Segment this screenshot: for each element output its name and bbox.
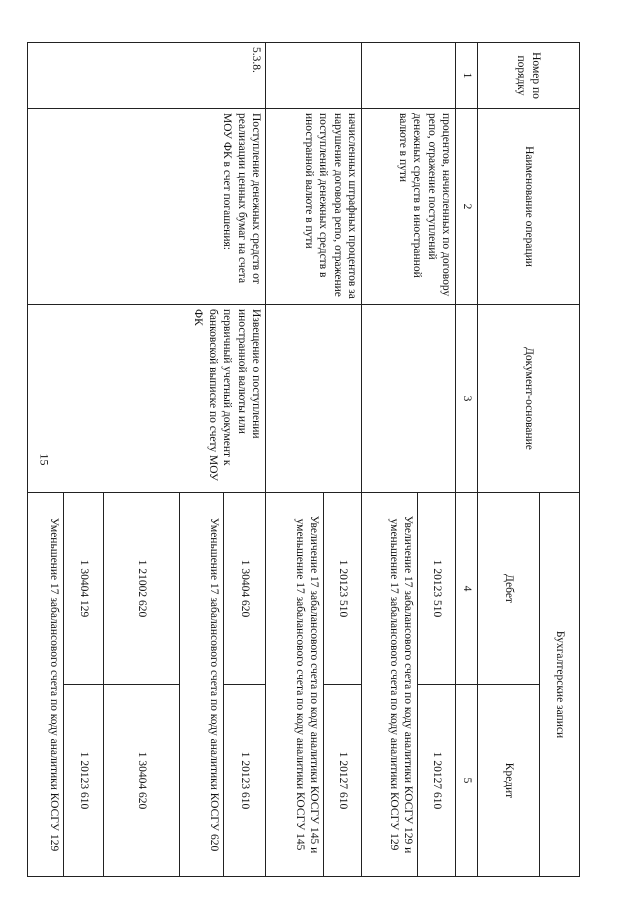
- row3-number: 5.3.8.: [28, 43, 266, 109]
- page-number: 15: [37, 453, 52, 466]
- row2-note: Увеличение 17 забалансового счета по коду аналитики КОСГУ 145 и уменьшение 17 забалансового счета по коду аналитики КОСГУ 145: [266, 493, 324, 877]
- col-number-3: 3: [456, 305, 478, 493]
- row3-debit-3: 1 30404 129: [64, 493, 104, 685]
- row1-credit: 1 20127 610: [418, 685, 456, 877]
- header-number: Номер по порядку: [478, 43, 580, 109]
- header-accounting-entries: Бухгалтерские записи: [540, 493, 580, 877]
- header-debit: Дебет: [478, 493, 540, 685]
- row1-operation-name: процентов, начисленных по договору репо, отражение поступлений денежных средств в иностранной валюте в пути: [362, 109, 456, 305]
- header-document: Документ-основание: [478, 305, 580, 493]
- row3-credit-1: 1 20123 610: [224, 685, 266, 877]
- header-credit: Кредит: [478, 685, 540, 877]
- row3-credit-2: 1 30404 620: [104, 685, 180, 877]
- row2-operation-name: начисленных штрафных процентов за нарушение договора репо, отражение поступлений денежных средств в иностранной валюте в пути: [266, 109, 362, 305]
- row3-document: Извещение о поступлении иностранной валюты или первичный учетный документ к банковской выписке по счету МОУ ФК: [28, 305, 266, 493]
- row3-note-2: Уменьшение 17 забалансового счета по коду аналитики КОСГУ 129: [28, 493, 64, 877]
- col-number-2: 2: [456, 109, 478, 305]
- col-number-4: 4: [456, 493, 478, 685]
- header-operation-name: Наименование операции: [478, 109, 580, 305]
- col-number-1: 1: [456, 43, 478, 109]
- row2-credit: 1 20127 610: [324, 685, 362, 877]
- col-number-5: 5: [456, 685, 478, 877]
- row3-debit-2: 1 21002 620: [104, 493, 180, 685]
- row1-note: Увеличение 17 забалансового счета по коду аналитики КОСГУ 129 и уменьшение 17 забалансового счета по коду аналитики КОСГУ 129: [362, 493, 418, 877]
- row1-debit: 1 20123 510: [418, 493, 456, 685]
- rotated-table-wrapper: [48, 42, 580, 876]
- row2-document: [266, 305, 362, 493]
- row1-number: [362, 43, 456, 109]
- row2-debit: 1 20123 510: [324, 493, 362, 685]
- accounting-table: [27, 42, 580, 877]
- row3-operation-name: Поступление денежных средств от реализации ценных бумаг на счета МОУ ФК в счет погашения:: [28, 109, 266, 305]
- row1-document: [362, 305, 456, 493]
- row3-credit-3: 1 20123 610: [64, 685, 104, 877]
- row2-number: [266, 43, 362, 109]
- row3-note-1: Уменьшение 17 забалансового счета по коду аналитики КОСГУ 620: [180, 493, 224, 877]
- row3-debit-1: 1 30404 620: [224, 493, 266, 685]
